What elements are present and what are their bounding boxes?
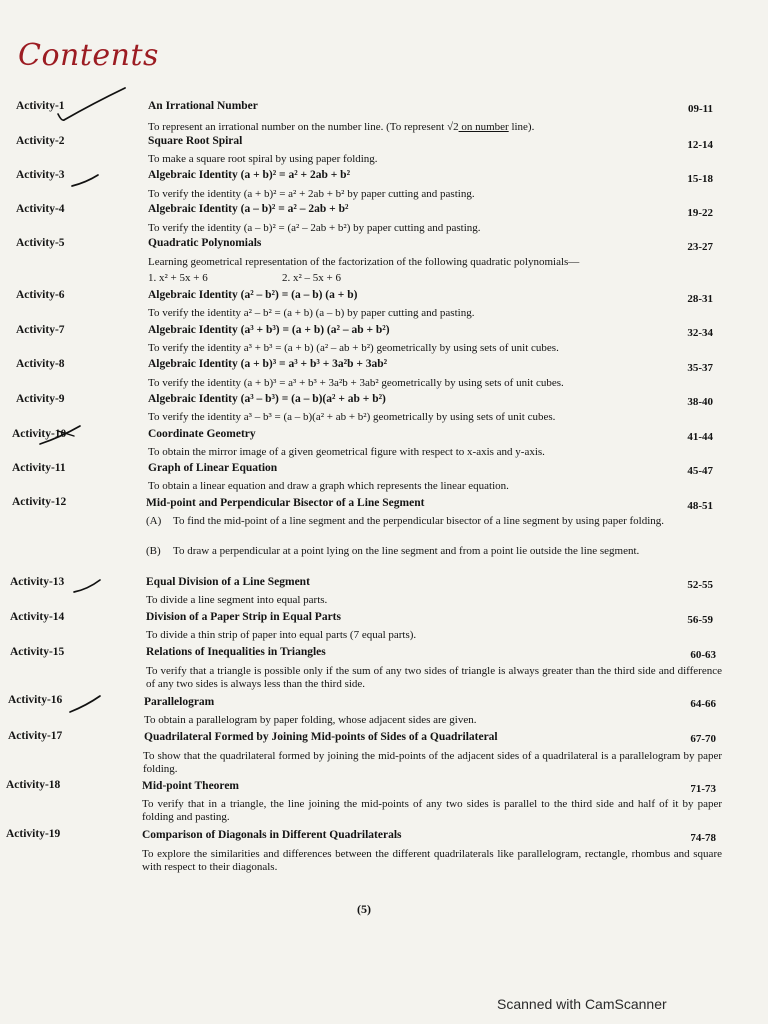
page-range: 71-73 [690, 783, 716, 795]
page-range: 45-47 [687, 465, 713, 477]
page-range: 74-78 [690, 832, 716, 844]
activity-label: Activity-14 [10, 611, 65, 623]
check-mark-activity-1-tail [58, 114, 64, 120]
page-range: 64-66 [690, 698, 716, 710]
activity-description [148, 121, 722, 134]
page-range: 41-44 [687, 431, 713, 443]
sub-part-label: (A) [146, 515, 162, 527]
page-number: (5) [357, 902, 371, 916]
sub-part-text: To draw a perpendicular at a point lying on the line segment and from a point lie outside the line segment. [173, 545, 640, 557]
activity-description: To verify the identity a³ + b³ = (a + b) (a² – ab + b²) geometrically by using sets of unit cubes. [148, 342, 559, 354]
activity-title: Algebraic Identity (a³ + b³) = (a + b) (a² – ab + b²) [148, 324, 390, 336]
activity-title: Quadratic Polynomials [148, 237, 262, 249]
activity-label: Activity-10 [12, 428, 67, 440]
activity-label: Activity-18 [6, 779, 61, 791]
activity-title: Algebraic Identity (a² – b²) = (a – b) (a + b) [148, 289, 358, 301]
activity-label: Activity-19 [6, 828, 61, 840]
page-range: 28-31 [687, 293, 713, 305]
check-mark-activity-13 [74, 580, 100, 592]
sqrt-two-symbol: √2 [447, 121, 459, 133]
activity-label: Activity-5 [16, 237, 65, 249]
activity-title: Division of a Paper Strip in Equal Parts [146, 611, 341, 623]
activity-description: To verify that a triangle is possible only if the sum of any two sides of triangle is always greater than the third side and difference of any two sides is always less than the third side. [146, 665, 722, 690]
page-range: 52-55 [687, 579, 713, 591]
activity-description: To verify that in a triangle, the line joining the mid-points of any two sides is parallel to the third side and half of it by paper folding and pasting. [142, 798, 722, 823]
activity-description: To make a square root spiral by using paper folding. [148, 153, 378, 165]
page-range: 35-37 [687, 362, 713, 374]
activity-label: Activity-8 [16, 358, 65, 370]
activity-title: An Irrational Number [148, 100, 258, 112]
check-mark-activity-16 [70, 696, 100, 712]
activity-description: To obtain a linear equation and draw a graph which represents the linear equation. [148, 480, 509, 492]
check-mark-activity-1 [64, 88, 125, 120]
activity-label: Activity-1 [16, 100, 65, 112]
activity-description: To verify the identity (a + b)³ = a³ + b³ + 3a²b + 3ab² geometrically by using sets of unit cubes. [148, 377, 564, 389]
activity-description: To verify the identity a² – b² = (a + b) (a – b) by paper cutting and pasting. [148, 307, 475, 319]
activity-label: Activity-15 [10, 646, 65, 658]
activity-description: Learning geometrical representation of the factorization of the following quadratic polynomials— [148, 256, 580, 268]
activity-title: Algebraic Identity (a – b)² = a² – 2ab + b² [148, 203, 349, 215]
sub-part-b [146, 545, 722, 558]
activity-label: Activity-4 [16, 203, 65, 215]
activity-label: Activity-12 [12, 496, 67, 508]
page-range: 48-51 [687, 500, 713, 512]
activity-title: Coordinate Geometry [148, 428, 256, 440]
activity-title: Equal Division of a Line Segment [146, 576, 310, 588]
activity-title: Algebraic Identity (a³ – b³) = (a – b)(a² + ab + b²) [148, 393, 386, 405]
page-range: 38-40 [687, 396, 713, 408]
page-range: 56-59 [687, 614, 713, 626]
activity-label: Activity-2 [16, 135, 65, 147]
activity-label: Activity-7 [16, 324, 65, 336]
page-range: 12-14 [687, 139, 713, 151]
activity-title: Mid-point and Perpendicular Bisector of a Line Segment [146, 497, 425, 509]
activity-title: Parallelogram [144, 696, 215, 708]
activity-description: To divide a thin strip of paper into equal parts (7 equal parts). [146, 629, 417, 641]
activity-title: Relations of Inequalities in Triangles [146, 646, 326, 658]
check-mark-activity-3 [72, 175, 98, 186]
polynomial-item: 2. x² – 5x + 6 [282, 272, 342, 284]
activity-title: Mid-point Theorem [142, 780, 240, 792]
activity-title: Algebraic Identity (a + b)² = a² + 2ab + b² [148, 169, 351, 181]
page-range: 67-70 [690, 733, 716, 745]
activity-label: Activity-17 [8, 730, 63, 742]
activity-description: To verify the identity (a + b)² = a² + 2ab + b² by paper cutting and pasting. [148, 188, 475, 200]
polynomial-item: 1. x² + 5x + 6 [148, 272, 208, 284]
activity-description: To divide a line segment into equal parts. [146, 594, 328, 606]
desc-text: To represent an irrational number on the number line. (To represent [148, 121, 448, 133]
activity-title: Quadrilateral Formed by Joining Mid-points of Sides of a Quadrilateral [144, 731, 498, 743]
activity-description: To show that the quadrilateral formed by joining the mid-points of the adjacent sides of a quadrilateral is a parallelogram by paper folding. [143, 750, 722, 775]
activity-title: Algebraic Identity (a + b)³ = a³ + b³ + 3a²b + 3ab² [148, 358, 388, 370]
page-range: 23-27 [687, 241, 713, 253]
page-range: 60-63 [690, 649, 716, 661]
activity-description: To verify the identity a³ – b³ = (a – b)(a² + ab + b²) geometrically by using sets of unit cubes. [148, 411, 556, 423]
activity-description: To obtain the mirror image of a given geometrical figure with respect to x-axis and y-axis. [148, 446, 545, 458]
activity-label: Activity-3 [16, 169, 65, 181]
page-range: 32-34 [687, 327, 713, 339]
activity-label: Activity-9 [16, 393, 65, 405]
underlined-text: on number [458, 121, 509, 133]
sub-part-a [146, 515, 722, 528]
activity-description: To obtain a parallelogram by paper folding, whose adjacent sides are given. [144, 714, 477, 726]
activity-description: To verify the identity (a – b)² = (a² – 2ab + b²) by paper cutting and pasting. [148, 222, 481, 234]
activity-label: Activity-6 [16, 289, 65, 301]
activity-label: Activity-13 [10, 576, 65, 588]
contents-heading: Contents [18, 38, 159, 73]
activity-title: Comparison of Diagonals in Different Quadrilaterals [142, 829, 402, 841]
desc-text: line). [508, 121, 535, 133]
activity-title: Square Root Spiral [148, 135, 243, 147]
sub-part-label: (B) [146, 545, 161, 557]
page-range: 19-22 [687, 207, 713, 219]
activity-label: Activity-11 [12, 462, 66, 474]
activity-title: Graph of Linear Equation [148, 462, 278, 474]
scanner-watermark: Scanned with CamScanner [497, 996, 667, 1012]
activity-label: Activity-16 [8, 694, 63, 706]
page-range: 15-18 [687, 173, 713, 185]
sub-part-text: To find the mid-point of a line segment and the perpendicular bisector of a line segment by using paper folding. [173, 515, 665, 527]
activity-description: To explore the similarities and differences between the different quadrilaterals like parallelogram, rectangle, rhombus and square with respect to their diagonals. [142, 848, 722, 873]
page-range: 09-11 [687, 103, 713, 115]
